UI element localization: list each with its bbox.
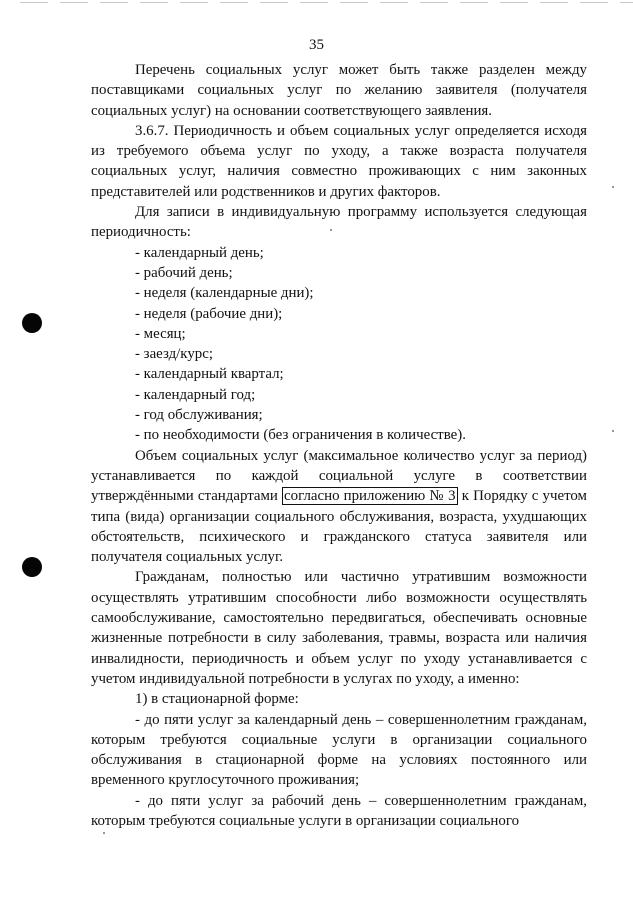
periodicity-item: - календарный день; <box>135 244 264 261</box>
periodicity-item: - календарный квартал; <box>135 366 284 383</box>
scan-top-edge <box>20 2 633 3</box>
paragraph-stationary-form: 1) в стационарной форме: <box>135 691 299 708</box>
periodicity-item: - неделя (рабочие дни); <box>135 305 283 322</box>
punch-hole-bottom <box>22 557 42 577</box>
paragraph-periodicity-intro: Для записи в индивидуальную программу используется следующая периодичность: <box>91 204 587 241</box>
paragraph-service-volume <box>91 446 587 568</box>
periodicity-item: - месяц; <box>135 325 186 342</box>
appendix-3-reference: согласно приложению № 3 <box>284 488 456 505</box>
punch-hole-top <box>22 313 42 333</box>
periodicity-item: - календарный год; <box>135 386 256 403</box>
paragraph-care-needs: Гражданам, полностью или частично утратившим возможности осуществлять утратившим способности либо возможности осуществлять самообслуживание, самостоятельно передвигаться, обеспечивать основные жизненные потребности в силу заболевания, травмы, возраста или наличия инвалидности, периодичность и объем услуг по уходу устанавливается с учетом индивидуальной потребности в услугах по уходу, а именно: <box>91 569 587 687</box>
scan-speck <box>612 186 614 188</box>
scan-speck <box>103 832 105 834</box>
document-body <box>91 60 587 831</box>
scan-speck <box>612 430 614 432</box>
periodicity-item: - рабочий день; <box>135 264 233 281</box>
paragraph-working-day-services: - до пяти услуг за рабочий день – совершеннолетним гражданам, которым требуются социальные услуги в организации социального <box>91 792 587 829</box>
service-volume-text-start: Объем социальных услуг (максимальное количество услуг за период) устанавливается по каждой социальной услуге в соответствии утверждёнными стандартами <box>91 447 587 505</box>
periodicity-item: - год обслуживания; <box>135 407 263 424</box>
periodicity-item: - по необходимости (без ограничения в количестве). <box>135 427 466 444</box>
paragraph-3-6-7: 3.6.7. Периодичность и объем социальных услуг определяется исходя из требуемого объема услуг по уходу, а также возраста получателя социальных услуг, наличия совместно проживающих с ним законных представителей или родственников и других факторов. <box>91 122 587 200</box>
periodicity-item: - заезд/курс; <box>135 346 213 363</box>
periodicity-item: - неделя (календарные дни); <box>135 285 314 302</box>
service-volume-text-end: к Порядку с учетом типа (вида) организации социального обслуживания, возраста, ухудшающих обстоятельств, психического и гражданского статуса заявителя или получателя социальных услуг. <box>91 488 587 566</box>
paragraph-calendar-day-services: - до пяти услуг за календарный день – совершеннолетним гражданам, которым требуются социальные услуги в организации социального обслуживания в стационарной форме на условиях постоянного или временного круглосуточного проживания; <box>91 711 587 789</box>
page-number: 35 <box>309 37 324 53</box>
paragraph-services-split: Перечень социальных услуг может быть также разделен между поставщиками социальных услуг по желанию заявителя (получателя социальных услуг) на основании соответствующего заявления. <box>91 62 587 119</box>
